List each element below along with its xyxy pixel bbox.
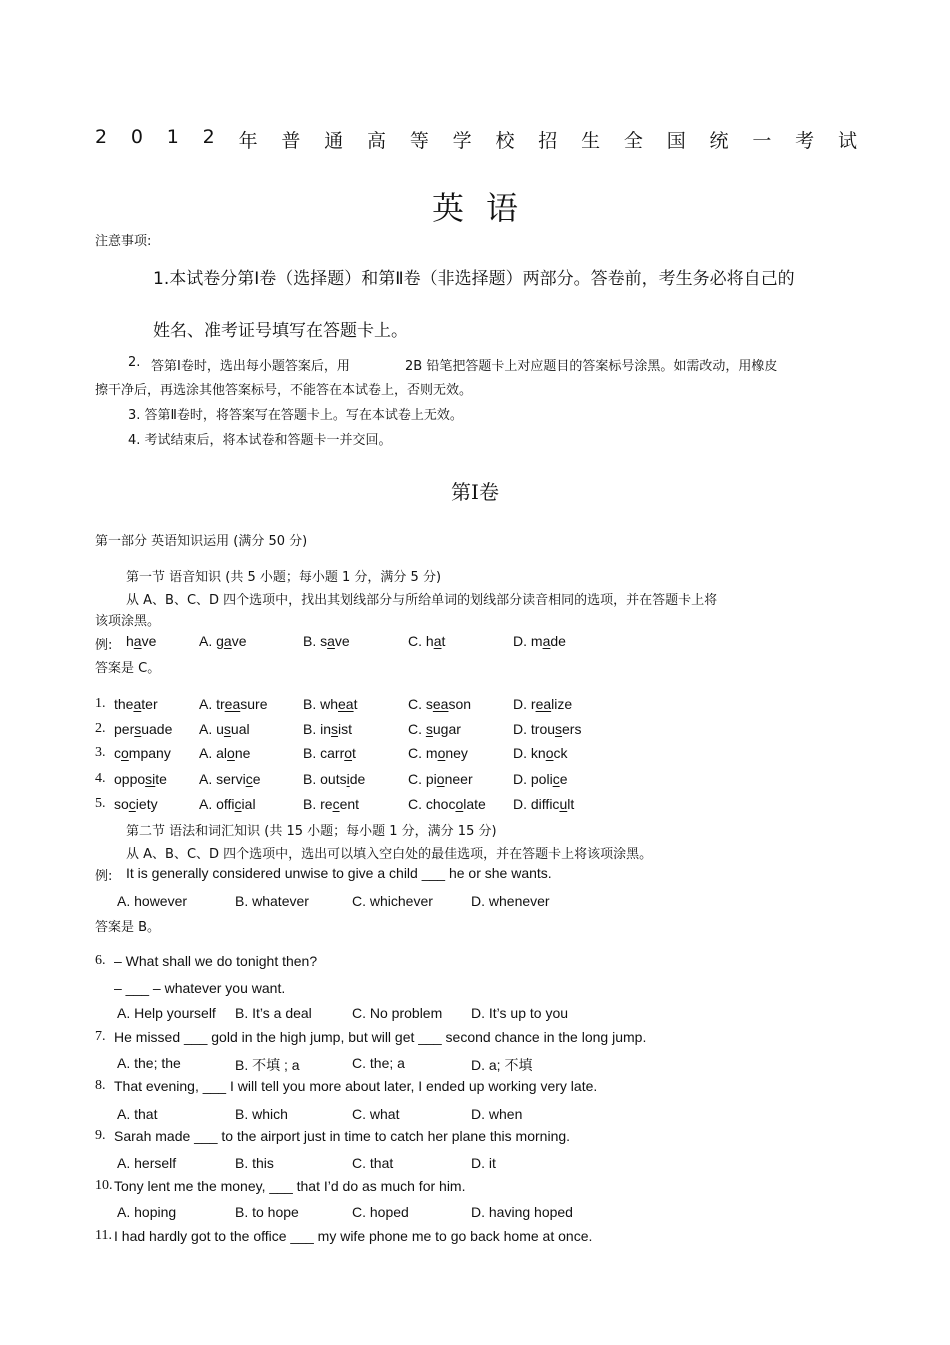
example-word xyxy=(126,633,156,649)
underlined-segment: c xyxy=(245,771,253,787)
word-segment: ve xyxy=(231,633,247,649)
word-segment: B. s xyxy=(303,633,328,649)
q7-option-b: B. 不填 ; a xyxy=(235,1057,300,1073)
word-segment: son xyxy=(448,696,472,712)
phonetic-q4-option-b xyxy=(303,771,365,787)
example-option-c xyxy=(408,633,445,649)
phonetic-q2-word xyxy=(114,721,172,737)
q6-option-c: C. No problem xyxy=(352,1005,443,1021)
q6-line-2: – ___ – whatever you want. xyxy=(114,980,286,996)
word-segment: e xyxy=(252,771,261,787)
word-segment: ual xyxy=(230,721,250,737)
title-char: 1 xyxy=(166,126,179,148)
word-segment: D. trou xyxy=(513,721,556,737)
underlined-segment: o xyxy=(437,745,446,761)
word-segment: t xyxy=(353,696,358,712)
title-char: 国 xyxy=(666,130,686,152)
title-char: 校 xyxy=(495,130,515,152)
q9-option-b: B. this xyxy=(235,1155,274,1171)
underlined-segment: s xyxy=(555,721,563,737)
underlined-segment: o xyxy=(344,745,353,761)
underlined-segment: c xyxy=(332,796,340,812)
word-segment: lt xyxy=(567,796,575,812)
title-char: 一 xyxy=(752,130,772,152)
section2-example-label: 例: xyxy=(95,869,113,884)
word-segment: ve xyxy=(334,633,350,649)
phonetic-q2-option-a xyxy=(199,721,250,737)
section2-example-question: It is generally considered unwise to give a child ___ he or she wants. xyxy=(126,865,552,881)
word-segment: de xyxy=(550,633,566,649)
word-segment: A. servi xyxy=(199,771,246,787)
phonetic-q3-option-b xyxy=(303,745,356,761)
section2-example-answer: 答案是 B。 xyxy=(95,920,161,935)
word-segment: iety xyxy=(135,796,158,812)
q8-option-d: D. when xyxy=(471,1106,523,1122)
phonetic-q3-word xyxy=(114,745,171,761)
note-1-line-2: 姓名、准考证号填写在答题卡上。 xyxy=(153,321,408,341)
word-segment: c xyxy=(114,745,121,761)
phonetic-q5-option-a xyxy=(199,796,256,812)
underlined-segment: c xyxy=(234,796,242,812)
phonetic-q5-number: 5. xyxy=(95,796,106,811)
q6-line-1: – What shall we do tonight then? xyxy=(114,953,318,969)
note-2-line-1a: 答第Ⅰ卷时，选出每小题答案后，用 xyxy=(151,359,350,374)
phonetic-q2-number: 2. xyxy=(95,721,106,736)
example-option-b xyxy=(303,633,350,649)
note-2-line-2: 擦干净后，再选涂其他答案标号，不能答在本试卷上，否则无效。 xyxy=(95,383,473,398)
title-char: 招 xyxy=(538,130,558,152)
q10-option-c: C. hoped xyxy=(352,1204,409,1220)
q6-number: 6. xyxy=(95,953,106,968)
part1-heading: 第一部分 英语知识运用 (满分 50 分) xyxy=(95,534,308,549)
word-segment: D. m xyxy=(513,633,543,649)
word-segment: A. tr xyxy=(199,696,225,712)
word-segment: D. poli xyxy=(513,771,553,787)
q7-number: 7. xyxy=(95,1029,106,1044)
section1-instr-line-2: 该项涂黑。 xyxy=(95,614,161,629)
word-segment: e xyxy=(559,771,568,787)
q8-option-b: B. which xyxy=(235,1106,288,1122)
note-4: 4. 考试结束后，将本试卷和答题卡一并交回。 xyxy=(128,433,392,448)
example-option-a xyxy=(199,633,247,649)
word-segment: t xyxy=(441,633,446,649)
phonetic-q3-option-c xyxy=(408,745,468,761)
section2-heading: 第二节 语法和词汇知识 (共 15 小题；每小题 1 分，满分 15 分) xyxy=(126,824,497,839)
q8-number: 8. xyxy=(95,1078,106,1093)
word-segment: C. h xyxy=(408,633,434,649)
phonetic-q4-option-d xyxy=(513,771,567,787)
section2-example-option-a: A. however xyxy=(117,893,188,909)
word-segment: de xyxy=(349,771,366,787)
example-answer: 答案是 C。 xyxy=(95,661,161,676)
underlined-segment: s xyxy=(331,721,339,737)
word-segment: te xyxy=(155,771,167,787)
underlined-segment: u xyxy=(559,796,568,812)
phonetic-q5-option-b xyxy=(303,796,359,812)
q8-question: That evening, ___ I will tell you more about later, I ended up working very late. xyxy=(114,1078,598,1094)
q10-option-a: A. hoping xyxy=(117,1204,177,1220)
phonetic-q1-number: 1. xyxy=(95,696,106,711)
title-char: 年 xyxy=(238,130,258,152)
phonetic-q5-option-c xyxy=(408,796,486,812)
word-segment: per xyxy=(114,721,135,737)
note-1-line-1: 1.本试卷分第Ⅰ卷（选择题）和第Ⅱ卷（非选择题）两部分。答卷前，考生务必将自己的 xyxy=(153,269,795,289)
q10-number: 10. xyxy=(95,1178,113,1193)
q7-option-a: A. the; the xyxy=(117,1055,181,1071)
word-segment: sure xyxy=(240,696,268,712)
word-segment: A. offi xyxy=(199,796,235,812)
note-2-line-1b: 2B 铅笔把答题卡上对应题目的答案标号涂黑。如需改动，用橡皮 xyxy=(405,359,778,374)
word-segment: B. re xyxy=(303,796,333,812)
q9-option-d: D. it xyxy=(471,1155,496,1171)
underlined-segment: ea xyxy=(535,696,552,712)
underlined-segment: a xyxy=(327,633,335,649)
q9-option-a: A. herself xyxy=(117,1155,177,1171)
word-segment: D. diffic xyxy=(513,796,560,812)
underlined-segment: o xyxy=(545,745,554,761)
word-segment: so xyxy=(114,796,129,812)
word-segment: ve xyxy=(141,633,157,649)
word-segment: neer xyxy=(444,771,473,787)
phonetic-q5-option-d xyxy=(513,796,574,812)
phonetic-q1-option-b xyxy=(303,696,357,712)
example-option-d xyxy=(513,633,566,649)
word-segment: A. g xyxy=(199,633,224,649)
underlined-segment: c xyxy=(128,796,136,812)
word-segment: ugar xyxy=(432,721,461,737)
word-segment: ers xyxy=(562,721,582,737)
underlined-segment: s xyxy=(425,721,433,737)
phonetic-q3-number: 3. xyxy=(95,745,106,760)
underlined-segment: o xyxy=(436,771,445,787)
word-segment: B. wh xyxy=(303,696,339,712)
word-segment: C. xyxy=(408,721,426,737)
title-char: 2 xyxy=(202,126,215,148)
title-char: 2 xyxy=(95,126,108,148)
q11-question: I had hardly got to the office ___ my wife phone me to go back home at once. xyxy=(114,1228,593,1244)
phonetic-q1-option-a xyxy=(199,696,267,712)
title-char: 0 xyxy=(130,126,143,148)
phonetic-q2-option-d xyxy=(513,721,581,737)
section2-example-option-c: C. whichever xyxy=(352,893,433,909)
phonetic-q3-option-a xyxy=(199,745,250,761)
word-segment: B. outs xyxy=(303,771,347,787)
title-char: 生 xyxy=(581,130,601,152)
phonetic-q4-word xyxy=(114,771,167,787)
underlined-segment: c xyxy=(552,771,560,787)
q7-option-d: D. a; 不填 xyxy=(471,1057,533,1073)
phonetic-q4-number: 4. xyxy=(95,771,106,786)
title-char: 考 xyxy=(795,130,815,152)
q6-option-d: D. It’s up to you xyxy=(471,1005,569,1021)
underlined-segment: o xyxy=(121,745,129,761)
underlined-segment: ea xyxy=(432,696,449,712)
title-char: 等 xyxy=(409,130,429,152)
q9-number: 9. xyxy=(95,1128,106,1143)
underlined-segment: a xyxy=(433,633,442,649)
title-char: 试 xyxy=(837,130,857,152)
word-segment: ter xyxy=(141,696,158,712)
phonetic-q2-option-c xyxy=(408,721,461,737)
underlined-segment: i xyxy=(346,771,350,787)
underlined-segment: o xyxy=(455,796,464,812)
underlined-segment: a xyxy=(133,696,142,712)
underlined-segment: ea xyxy=(338,696,354,712)
q10-option-d: D. having hoped xyxy=(471,1204,573,1220)
underlined-segment: a xyxy=(223,633,232,649)
word-segment: the xyxy=(114,696,134,712)
underlined-segment: a xyxy=(133,633,142,649)
phonetic-q1-option-c xyxy=(408,696,471,712)
title-char: 通 xyxy=(324,130,344,152)
word-segment: h xyxy=(126,633,134,649)
phonetic-q2-option-b xyxy=(303,721,352,737)
word-segment: ent xyxy=(339,796,360,812)
q7-question: He missed ___ gold in the high jump, but will get ___ second chance in the long jump. xyxy=(114,1029,647,1045)
q10-question: Tony lent me the money, ___ that I’d do as much for him. xyxy=(114,1178,466,1194)
word-segment: B. in xyxy=(303,721,332,737)
phonetic-q1-option-d xyxy=(513,696,572,712)
word-segment: C. s xyxy=(408,696,433,712)
phonetic-q4-option-a xyxy=(199,771,260,787)
underlined-segment: s xyxy=(134,721,142,737)
section2-example-option-b: B. whatever xyxy=(235,893,309,909)
note-3: 3. 答第Ⅱ卷时，将答案写在答题卡上。写在本试卷上无效。 xyxy=(128,408,463,423)
section2-instr: 从 A、B、C、D 四个选项中，选出可以填入空白处的最佳选项，并在答题卡上将该项涂黑。 xyxy=(126,847,653,862)
word-segment: late xyxy=(463,796,486,812)
q8-option-c: C. what xyxy=(352,1106,400,1122)
word-segment: A. u xyxy=(199,721,224,737)
phonetic-q3-option-d xyxy=(513,745,567,761)
word-segment: D. kn xyxy=(513,745,546,761)
q9-question: Sarah made ___ to the airport just in time to catch her plane this morning. xyxy=(114,1128,571,1144)
title-char: 学 xyxy=(452,130,472,152)
underlined-segment: a xyxy=(542,633,551,649)
word-segment: B. carr xyxy=(303,745,345,761)
q6-option-a: A. Help yourself xyxy=(117,1005,216,1021)
q8-option-a: A. that xyxy=(117,1106,158,1122)
word-segment: lize xyxy=(551,696,573,712)
subject-title: 英语 xyxy=(431,189,540,227)
word-segment: ist xyxy=(338,721,353,737)
phonetic-q4-option-c xyxy=(408,771,473,787)
section2-example-option-d: D. whenever xyxy=(471,893,550,909)
word-segment: ne xyxy=(234,745,251,761)
word-segment: ck xyxy=(553,745,568,761)
q11-number: 11. xyxy=(95,1228,112,1243)
section1-instr-line-1: 从 A、B、C、D 四个选项中，找出其划线部分与所给单词的划线部分读音相同的选项，并在答题卡上将 xyxy=(126,593,718,608)
q7-option-c: C. the; a xyxy=(352,1055,405,1071)
title-char: 全 xyxy=(623,130,643,152)
underlined-segment: ea xyxy=(224,696,241,712)
word-segment: A. al xyxy=(199,745,228,761)
word-segment: C. m xyxy=(408,745,438,761)
section1-heading: 第一节 语音知识 (共 5 小题；每小题 1 分，满分 5 分) xyxy=(126,570,442,585)
word-segment: C. choc xyxy=(408,796,456,812)
q10-option-b: B. to hope xyxy=(235,1204,299,1220)
word-segment: t xyxy=(352,745,356,761)
exam-title xyxy=(95,126,857,153)
phonetic-q1-word xyxy=(114,696,158,712)
example-label: 例: xyxy=(95,638,113,653)
volume-title: 第Ⅰ卷 xyxy=(451,480,499,504)
word-segment: C. pi xyxy=(408,771,437,787)
notes-heading: 注意事项: xyxy=(95,234,152,249)
q6-option-b: B. It’s a deal xyxy=(235,1005,312,1021)
phonetic-q5-word xyxy=(114,796,158,812)
title-char: 统 xyxy=(709,130,729,152)
word-segment: D. r xyxy=(513,696,536,712)
title-char: 高 xyxy=(367,130,387,152)
word-segment: mpany xyxy=(128,745,171,761)
underlined-segment: s xyxy=(223,721,231,737)
word-segment: ial xyxy=(241,796,256,812)
title-char: 普 xyxy=(281,130,301,152)
word-segment: uade xyxy=(141,721,173,737)
word-segment: oppo xyxy=(114,771,146,787)
q9-option-c: C. that xyxy=(352,1155,394,1171)
note-2-number: 2. xyxy=(128,355,141,370)
word-segment: ney xyxy=(445,745,468,761)
underlined-segment: si xyxy=(145,771,156,787)
underlined-segment: o xyxy=(227,745,235,761)
